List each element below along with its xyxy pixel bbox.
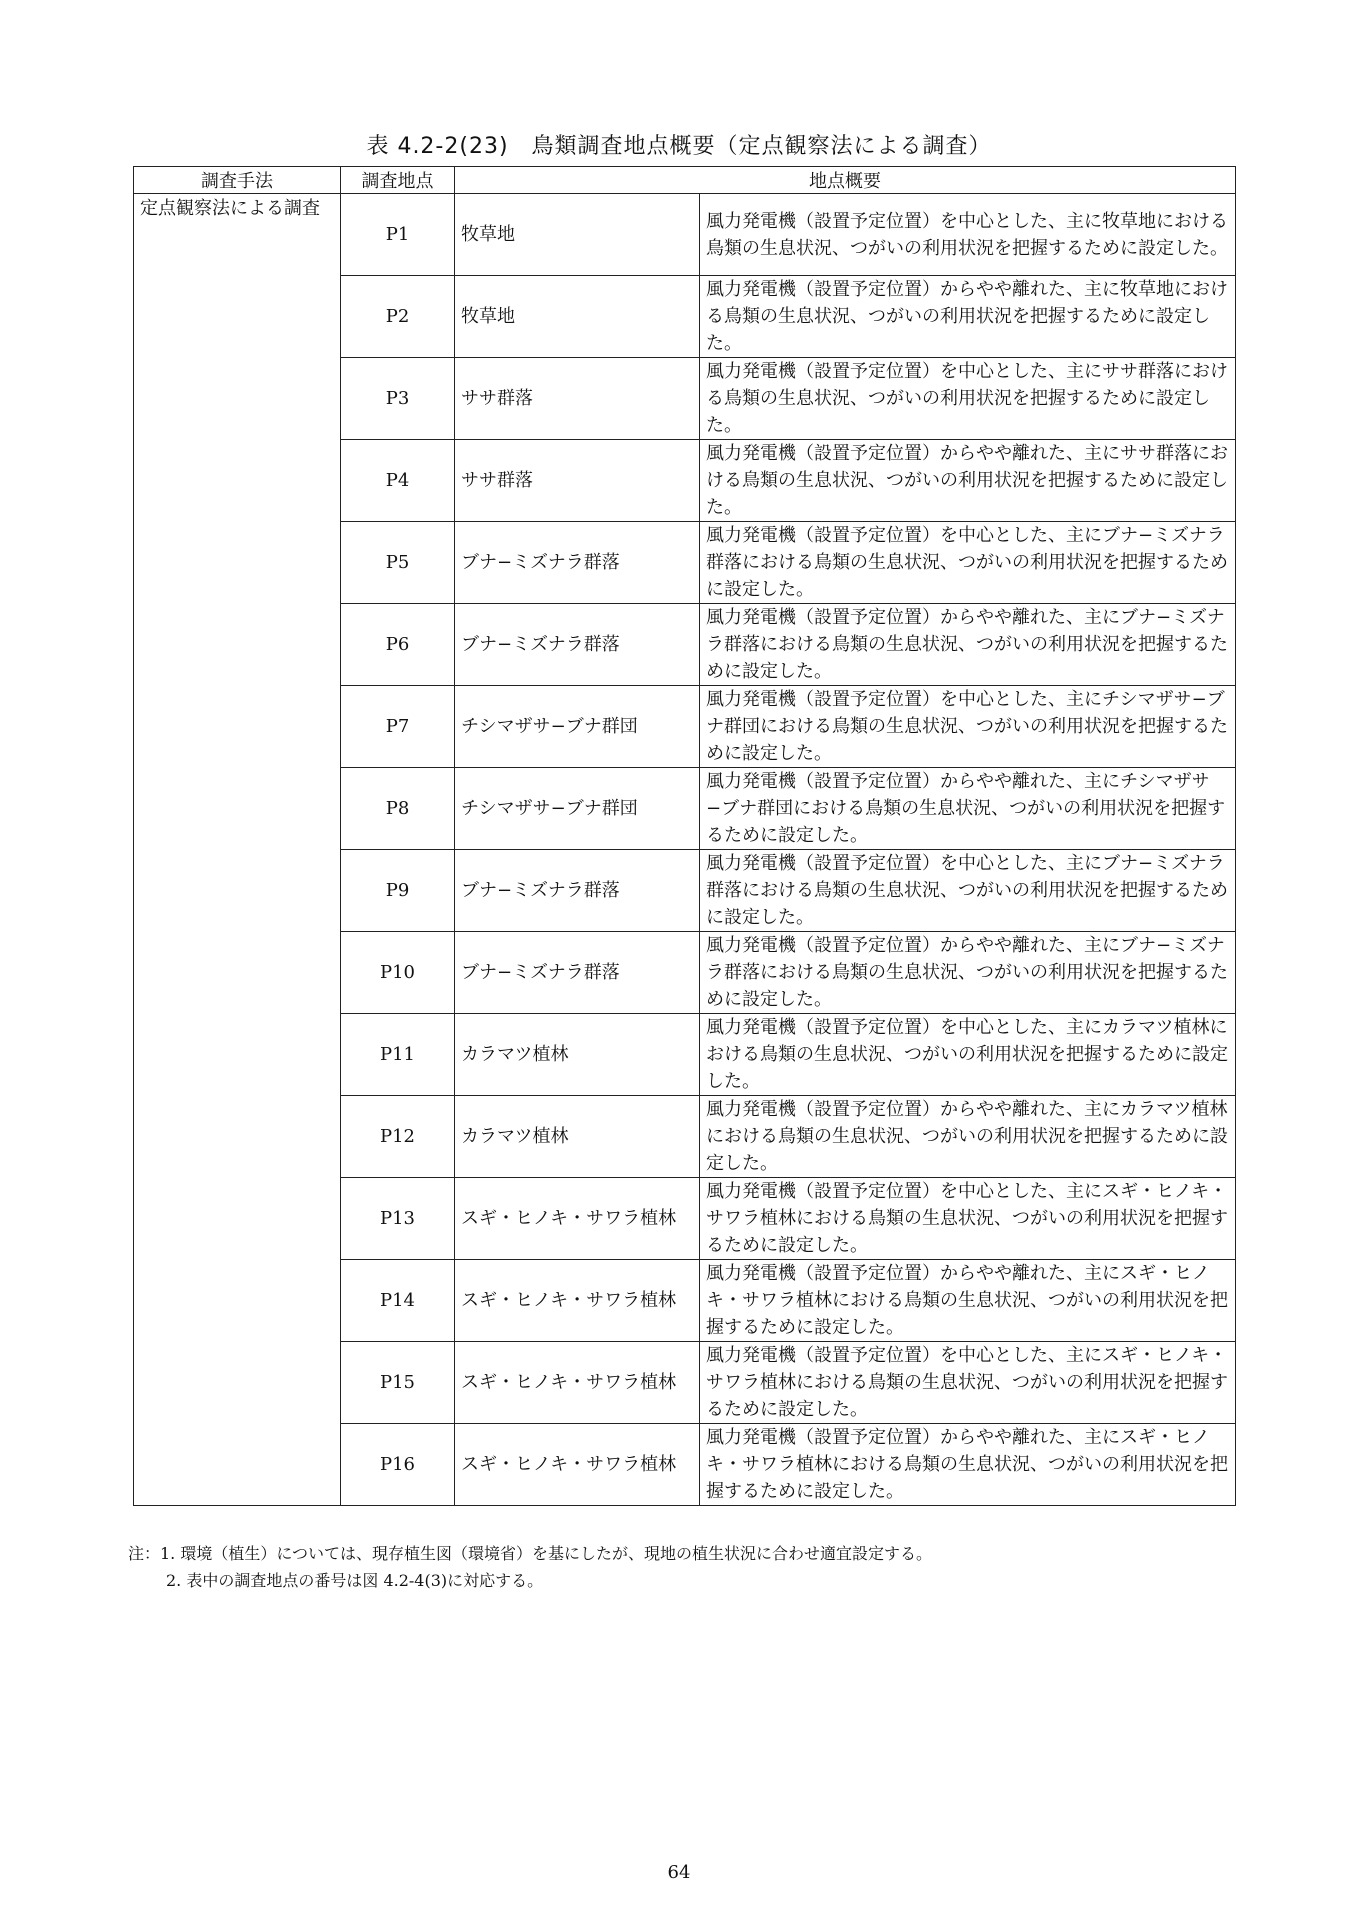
point-id-cell: P5 [341,522,455,604]
description-cell: 風力発電機（設置予定位置）からやや離れた、主にササ群落における鳥類の生息状況、つがいの利用状況を把握するために設定した。 [700,440,1236,522]
point-id-cell: P11 [341,1014,455,1096]
point-id-cell: P1 [341,194,455,276]
header-summary: 地点概要 [455,167,1236,194]
description-cell: 風力発電機（設置予定位置）からやや離れた、主にスギ・ヒノキ・サワラ植林における鳥類の生息状況、つがいの利用状況を把握するために設定した。 [700,1260,1236,1342]
description-cell: 風力発電機（設置予定位置）からやや離れた、主に牧草地における鳥類の生息状況、つがいの利用状況を把握するために設定した。 [700,276,1236,358]
point-id-cell: P8 [341,768,455,850]
point-id-cell: P3 [341,358,455,440]
description-cell: 風力発電機（設置予定位置）を中心とした、主にチシマザサ−ブナ群団における鳥類の生息状況、つがいの利用状況を把握するために設定した。 [700,686,1236,768]
environment-cell: ブナ−ミズナラ群落 [455,522,700,604]
point-id-cell: P13 [341,1178,455,1260]
environment-cell: ブナ−ミズナラ群落 [455,604,700,686]
point-id-cell: P14 [341,1260,455,1342]
table-notes [128,1540,1238,1594]
point-id-cell: P9 [341,850,455,932]
environment-cell: チシマザサ−ブナ群団 [455,768,700,850]
description-cell: 風力発電機（設置予定位置）からやや離れた、主にブナ−ミズナラ群落における鳥類の生息状況、つがいの利用状況を把握するために設定した。 [700,932,1236,1014]
environment-cell: ササ群落 [455,358,700,440]
table-title: 表 4.2-2(23) 鳥類調査地点概要（定点観察法による調査） [366,134,992,159]
point-id-cell: P6 [341,604,455,686]
survey-method-cell: 定点観察法による調査 [134,194,341,1506]
note-2: 2. 表中の調査地点の番号は図 4.2-4(3)に対応する。 [166,1571,544,1590]
environment-cell: スギ・ヒノキ・サワラ植林 [455,1260,700,1342]
note-1: 注：1. 環境（植生）については、現存植生図（環境省）を基にしたが、現地の植生状況に合わせ適宜設定する。 [128,1544,933,1563]
table-body [134,194,1236,1506]
point-id-cell: P7 [341,686,455,768]
header-point: 調査地点 [341,167,455,194]
survey-point-table [133,166,1236,1506]
description-cell: 風力発電機（設置予定位置）を中心とした、主にスギ・ヒノキ・サワラ植林における鳥類の生息状況、つがいの利用状況を把握するために設定した。 [700,1342,1236,1424]
description-cell: 風力発電機（設置予定位置）を中心とした、主にスギ・ヒノキ・サワラ植林における鳥類の生息状況、つがいの利用状況を把握するために設定した。 [700,1178,1236,1260]
page-number: 64 [667,1862,691,1883]
environment-cell: 牧草地 [455,276,700,358]
point-id-cell: P16 [341,1424,455,1506]
environment-cell: カラマツ植林 [455,1014,700,1096]
description-cell: 風力発電機（設置予定位置）からやや離れた、主にカラマツ植林における鳥類の生息状況、つがいの利用状況を把握するために設定した。 [700,1096,1236,1178]
environment-cell: 牧草地 [455,194,700,276]
description-cell: 風力発電機（設置予定位置）からやや離れた、主にスギ・ヒノキ・サワラ植林における鳥類の生息状況、つがいの利用状況を把握するために設定した。 [700,1424,1236,1506]
point-id-cell: P15 [341,1342,455,1424]
description-cell: 風力発電機（設置予定位置）を中心とした、主にササ群落における鳥類の生息状況、つがいの利用状況を把握するために設定した。 [700,358,1236,440]
environment-cell: スギ・ヒノキ・サワラ植林 [455,1342,700,1424]
description-cell: 風力発電機（設置予定位置）からやや離れた、主にチシマザサ−ブナ群団における鳥類の生息状況、つがいの利用状況を把握するために設定した。 [700,768,1236,850]
header-method: 調査手法 [134,167,341,194]
description-cell: 風力発電機（設置予定位置）を中心とした、主にブナ−ミズナラ群落における鳥類の生息状況、つがいの利用状況を把握するために設定した。 [700,522,1236,604]
environment-cell: スギ・ヒノキ・サワラ植林 [455,1178,700,1260]
description-cell: 風力発電機（設置予定位置）からやや離れた、主にブナ−ミズナラ群落における鳥類の生息状況、つがいの利用状況を把握するために設定した。 [700,604,1236,686]
environment-cell: ブナ−ミズナラ群落 [455,932,700,1014]
point-id-cell: P4 [341,440,455,522]
table-header-row [134,167,1236,194]
point-id-cell: P12 [341,1096,455,1178]
environment-cell: スギ・ヒノキ・サワラ植林 [455,1424,700,1506]
description-cell: 風力発電機（設置予定位置）を中心とした、主に牧草地における鳥類の生息状況、つがいの利用状況を把握するために設定した。 [700,194,1236,276]
environment-cell: カラマツ植林 [455,1096,700,1178]
point-id-cell: P10 [341,932,455,1014]
table-row [134,194,1236,276]
environment-cell: ササ群落 [455,440,700,522]
environment-cell: チシマザサ−ブナ群団 [455,686,700,768]
description-cell: 風力発電機（設置予定位置）を中心とした、主にカラマツ植林における鳥類の生息状況、つがいの利用状況を把握するために設定した。 [700,1014,1236,1096]
description-cell: 風力発電機（設置予定位置）を中心とした、主にブナ−ミズナラ群落における鳥類の生息状況、つがいの利用状況を把握するために設定した。 [700,850,1236,932]
environment-cell: ブナ−ミズナラ群落 [455,850,700,932]
point-id-cell: P2 [341,276,455,358]
